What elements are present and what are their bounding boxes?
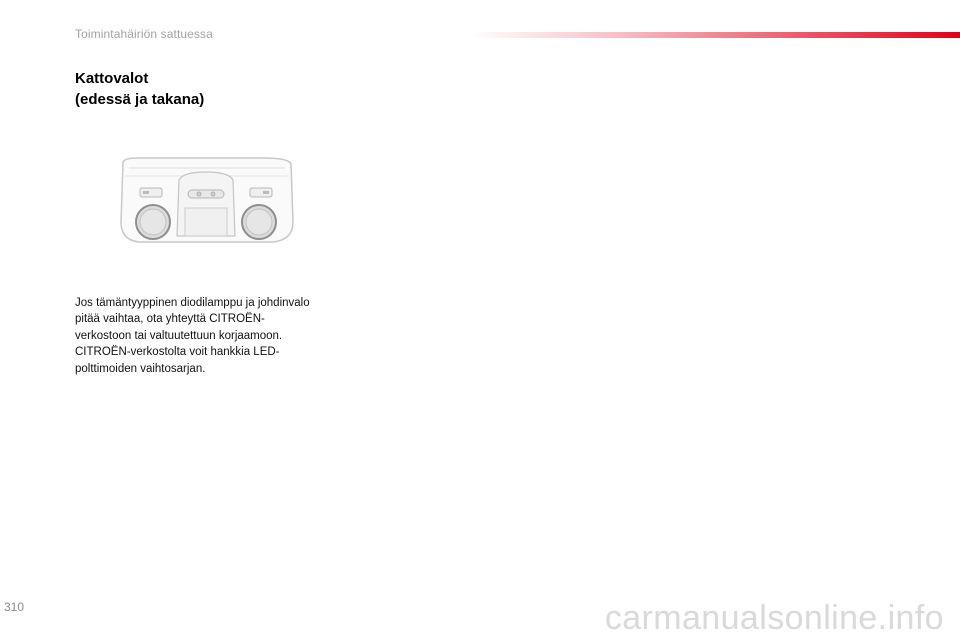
body-paragraph xyxy=(75,295,350,377)
watermark: carmanualsonline.info xyxy=(604,599,944,637)
header-accent-rule xyxy=(470,32,960,38)
body-line: verkostoon tai valtuutettuun korjaamoon. xyxy=(75,329,283,342)
ceiling-light-console-icon xyxy=(113,152,299,248)
page-title xyxy=(75,68,204,110)
body-line: pitää vaihtaa, ota yhteyttä CITROËN- xyxy=(75,313,265,326)
page-number: 310 xyxy=(4,600,25,614)
body-line: polttimoiden vaihtosarjan. xyxy=(75,362,206,375)
body-line: CITROËN-verkostolta voit hankkia LED- xyxy=(75,346,280,359)
section-header: Toimintahäiriön sattuessa xyxy=(75,27,213,41)
page-title-line-2: (edessä ja takana) xyxy=(75,91,205,108)
body-line: Jos tämäntyyppinen diodilamppu ja johdinvalo xyxy=(75,297,310,309)
page-title-line-1: Kattovalot xyxy=(75,70,149,87)
